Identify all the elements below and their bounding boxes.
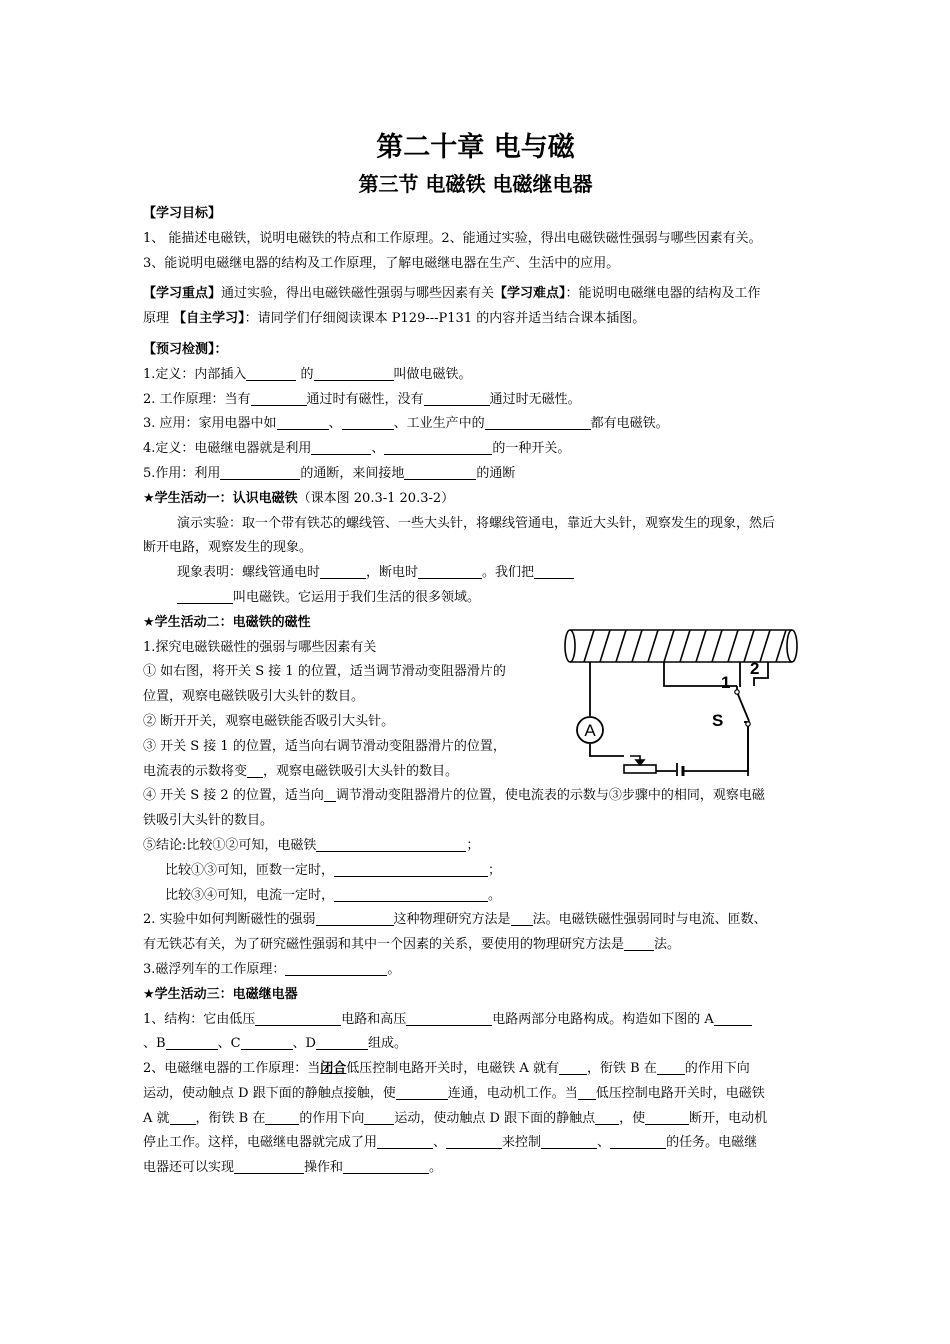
w3-text-f: 断开，电动机 (689, 1110, 768, 1126)
q3-text-a: 3. 应用：家用电器中如 (143, 416, 277, 432)
phen-text-c: 。我们把 (482, 565, 535, 581)
coil-winding (648, 630, 658, 662)
w3-blank-1[interactable] (170, 1110, 196, 1125)
p3-text-a: 3.磁浮列车的工作原理： (143, 961, 286, 977)
w2-blank-1[interactable] (396, 1085, 448, 1100)
preview-q4 (143, 437, 808, 462)
w2-text-c: 低压控制电路开关时，电磁铁 (595, 1085, 765, 1101)
c3-text-a: 比较③④可知，电流一定时， (165, 887, 335, 903)
activity1-phenomenon (143, 561, 808, 586)
q3-text-d: 都有电磁铁。 (590, 416, 669, 432)
goals-line-1: 1、 能描述电磁铁，说明电磁铁的特点和工作原理。2、能通过实验，得出电磁铁磁性强弱与哪些因素有关。 (143, 230, 762, 246)
structure-line-1 (143, 1008, 808, 1033)
p2-text-d: 有无铁芯有关，为了研究磁性强弱和其中一个因素的关系，要使用的物理研究方法是 (143, 937, 625, 953)
st1-blank-1[interactable] (255, 1011, 341, 1026)
w3-text-a: A 就 (143, 1110, 170, 1126)
self-study-label: 【自主学习】 (173, 311, 245, 327)
w2-text-a: 运动，使动触点 D 跟下面的静触点接触，使 (143, 1085, 396, 1101)
s3-blank[interactable] (247, 763, 263, 778)
q2-text-a: 2. 工作原理：当有 (143, 391, 251, 407)
w5-text-b: 操作和 (304, 1160, 344, 1176)
p2-text-c: 法。电磁铁磁性强弱同时与电流、匝数、 (532, 912, 767, 928)
s3b-text-b: ，观察电磁铁吸引大头针的数目。 (263, 763, 459, 779)
switch-pivot (746, 722, 750, 726)
activity1-ref: （课本图 20.3-1 20.3-2） (297, 490, 455, 506)
w4-blank-4[interactable] (610, 1134, 666, 1149)
keypoints-line-1 (143, 282, 808, 307)
worksheet-page (143, 128, 808, 1181)
w4-text-d: 、 (597, 1135, 611, 1151)
q5-text-b: 的通断，来间接地 (300, 465, 405, 481)
solenoid (565, 630, 797, 662)
terminal-1-label: 1 (721, 673, 731, 692)
preview-q5 (143, 462, 808, 487)
q2-text-b: 通过时有磁性，没有 (306, 391, 424, 407)
ammeter-label: A (584, 721, 596, 740)
c1-blank[interactable] (316, 837, 466, 852)
w5-text-c: 。 (429, 1160, 443, 1176)
focus-label: 【学习重点】 (143, 286, 222, 302)
w4-blank-1[interactable] (377, 1134, 433, 1149)
q2-blank-1[interactable] (251, 391, 307, 406)
ammeter (577, 717, 603, 743)
w3-blank-4[interactable] (595, 1110, 619, 1125)
working-line-2 (143, 1082, 808, 1107)
w4-blank-2[interactable] (446, 1134, 502, 1149)
q4-blank-2[interactable] (384, 440, 492, 455)
activity2-step4b: 铁吸引大头针的数目。 (143, 813, 274, 829)
phen-text-d: 叫电磁铁。它运用于我们生活的很多领域。 (233, 589, 481, 605)
w5-blank-1[interactable] (234, 1159, 304, 1174)
preview-q1 (143, 363, 808, 388)
w4-text-e: 的任务。电磁继 (666, 1135, 758, 1151)
coil-winding (600, 630, 610, 662)
c1-text-b: ； (466, 837, 480, 853)
activity2-step2: ② 断开开关，观察电磁铁能否吸引大头针。 (143, 713, 395, 729)
preview-heading: 【预习检测】： (143, 341, 228, 357)
q1-text-c: 叫做电磁铁。 (393, 366, 472, 382)
coil-winding (728, 630, 738, 662)
chapter-title: 第二十章 电与磁 (376, 132, 575, 163)
keypoints-cont: 原理 (143, 311, 174, 327)
q3-blank-2[interactable] (342, 415, 394, 430)
phen-blank-4[interactable] (177, 589, 233, 604)
working-line-3 (143, 1107, 808, 1132)
s4-blank[interactable] (324, 787, 336, 802)
preview-q3 (143, 412, 808, 437)
goals-heading: 【学习目标】 (143, 206, 222, 221)
activity2-step1b: 位置，观察电磁铁吸引大头针的数目。 (143, 689, 365, 705)
coil-winding (632, 630, 642, 662)
c2-text-a: 比较①③可知，匝数一定时， (165, 862, 335, 878)
q1-blank-1[interactable] (246, 366, 296, 381)
circuit-wires (590, 662, 768, 776)
w4-text-c: 来控制 (502, 1135, 542, 1151)
coil-winding (760, 630, 770, 662)
difficulty-label: 【学习难点】 (494, 286, 566, 302)
activity2-step4a (143, 784, 808, 809)
p2-blank-2[interactable] (511, 911, 533, 926)
working-line-4 (143, 1131, 808, 1156)
q3-text-b: 、 (328, 416, 342, 432)
battery (677, 763, 683, 776)
terminal-2-label: 2 (750, 659, 760, 678)
working-line-1 (143, 1057, 808, 1082)
w3-blank-3[interactable] (364, 1110, 394, 1125)
s4a-text-b: 调节滑动变阻器滑片的位置，使电流表的示数与③步骤中的相同，观察电磁 (335, 788, 765, 804)
structure-line-2 (143, 1032, 808, 1057)
q5-blank-2[interactable] (404, 465, 476, 480)
st2-text-d: 组成。 (367, 1036, 407, 1052)
st1-text-a: 1、结构：它由低压 (143, 1011, 256, 1027)
activity2-p3 (143, 958, 808, 983)
coil-winding (776, 630, 786, 662)
p2-text-e: 法。 (654, 937, 681, 953)
w4-text-a: 停止工作。这样，电磁继电器就完成了用 (143, 1135, 378, 1151)
w1-text-a: 2、电磁继电器的工作原理：当 (143, 1061, 321, 1077)
activity2-p2 (143, 908, 808, 933)
p2-text-b: 这种物理研究方法是 (393, 912, 511, 928)
difficulty-text: ：能说明电磁继电器的结构及工作 (565, 286, 761, 302)
coil-winding (584, 630, 594, 662)
preview-q2 (143, 388, 808, 413)
q2-blank-2[interactable] (424, 391, 490, 406)
conclusion-3 (143, 884, 808, 909)
w4-text-b: 、 (433, 1135, 447, 1151)
st2-blank-2[interactable] (241, 1035, 293, 1050)
w1-blank-1[interactable] (559, 1060, 587, 1075)
st1-text-b: 电路和高压 (341, 1011, 407, 1027)
switch-contact-1 (735, 690, 739, 694)
focus-text: 通过实验，得出电磁铁磁性强弱与哪些因素有关 (221, 286, 495, 302)
st1-blank-2[interactable] (406, 1011, 492, 1026)
activity1-demo-2: 断开电路，观察发生的现象。 (143, 540, 313, 556)
activity1-demo-1: 演示实验：取一个带有铁芯的螺线管、一些大头针，将螺线管通电，靠近大头针，观察发生的现象，然后 (177, 515, 776, 531)
st1-blank-3[interactable] (714, 1011, 752, 1026)
q4-text-b: 、 (371, 441, 385, 457)
w1-blank-2[interactable] (657, 1060, 685, 1075)
c2-blank[interactable] (334, 862, 488, 877)
phen-blank-3[interactable] (534, 564, 574, 579)
w3-text-d: 运动，使动触点 D 跟下面的静触点 (394, 1110, 596, 1126)
activity2-step1a: ① 如右图，将开关 S 接 1 的位置，适当调节滑动变阻器滑片的 (143, 664, 506, 680)
st2-text-a: 、B (143, 1036, 166, 1052)
activity1-heading-line (143, 487, 808, 512)
w5-blank-2[interactable] (343, 1159, 429, 1174)
w1-underlined: 闭合 (320, 1061, 347, 1077)
activity2-heading: ★学生活动二：电磁铁的磁性 (143, 614, 311, 630)
phen-text-a: 现象表明：螺线管通电时 (177, 565, 321, 581)
coil-winding (744, 630, 754, 662)
p3-text-b: 。 (387, 961, 401, 977)
s4a-text-a: ④ 开关 S 接 2 的位置，适当向 (143, 788, 324, 804)
conclusion-2 (143, 859, 808, 884)
w4-blank-3[interactable] (541, 1134, 597, 1149)
s3b-text-a: 电流表的示数将变 (143, 763, 248, 779)
st1-text-c: 电路两部分电路构成。构造如下图的 A (492, 1011, 714, 1027)
electromagnet-circuit-diagram (564, 626, 804, 776)
conclusion-1 (143, 834, 808, 859)
working-line-5 (143, 1156, 808, 1181)
goals-line-2: 3、能说明电磁继电器的结构及工作原理，了解电磁继电器在生产、生活中的应用。 (143, 255, 620, 271)
q2-text-c: 通过时无磁性。 (489, 391, 581, 407)
self-study-text: ：请同学们仔细阅读课本 P129---P131 的内容并适当结合课本插图。 (244, 311, 646, 327)
p3-blank[interactable] (285, 961, 387, 976)
st2-blank-3[interactable] (316, 1035, 368, 1050)
w3-text-c: 的作用下向 (299, 1110, 365, 1126)
w3-text-e: ，使 (619, 1110, 646, 1126)
p2-text-a: 2. 实验中如何判断磁性的强弱 (143, 912, 316, 928)
section-title: 第三节 电磁铁 电磁继电器 (358, 172, 593, 196)
w2-text-b: 连通，电动机工作。当 (447, 1085, 578, 1101)
switch-label: S (712, 711, 724, 730)
activity2-p2-cont (143, 933, 808, 958)
coil-winding (616, 630, 626, 662)
c2-text-b: ； (488, 862, 502, 878)
p2-blank-3[interactable] (624, 936, 654, 951)
phen-text-b: ，断电时 (366, 565, 419, 581)
w5-text-a: 电器还可以实现 (143, 1160, 235, 1176)
c3-blank[interactable] (334, 887, 488, 902)
c1-text-a: ⑤结论:比较①②可知，电磁铁 (143, 837, 317, 853)
w1-text-b: 低压控制电路开关时，电磁铁 A 就有 (346, 1061, 559, 1077)
activity2-step3a: ③ 开关 S 接 1 的位置，适当向右调节滑动变阻器滑片的位置， (143, 738, 506, 754)
activity1-heading: ★学生活动一：认识电磁铁 (143, 490, 298, 506)
w1-text-d: 的作用下向 (684, 1061, 750, 1077)
coil-winding (712, 630, 722, 662)
st2-blank-1[interactable] (166, 1035, 218, 1050)
w3-text-b: ，衔铁 B 在 (195, 1110, 266, 1126)
activity2-p1: 1.探究电磁铁磁性的强弱与哪些因素有关 (143, 639, 377, 655)
q4-blank-1[interactable] (311, 440, 371, 455)
c3-text-b: 。 (488, 887, 502, 903)
coil-winding (696, 630, 706, 662)
q1-text-a: 1.定义：内部插入 (143, 366, 247, 382)
q5-text-a: 5.作用：利用 (143, 465, 221, 481)
w3-blank-5[interactable] (645, 1110, 689, 1125)
coil-winding (680, 630, 690, 662)
w1-text-c: ，衔铁 B 在 (586, 1061, 657, 1077)
p2-blank-1[interactable] (316, 911, 394, 926)
phen-blank-1[interactable] (320, 564, 366, 579)
q5-text-c: 的通断 (476, 465, 516, 481)
phen-blank-2[interactable] (418, 564, 482, 579)
st2-text-b: 、C (217, 1036, 241, 1052)
q3-blank-3[interactable] (485, 415, 591, 430)
w2-blank-2[interactable] (578, 1085, 596, 1100)
q5-blank-1[interactable] (220, 465, 300, 480)
keypoints-line-2 (143, 307, 808, 332)
st2-text-c: 、D (292, 1036, 316, 1052)
w3-blank-2[interactable] (265, 1110, 299, 1125)
q1-blank-2[interactable] (314, 366, 394, 381)
rheostat (624, 756, 656, 773)
q4-text-c: 的一种开关。 (492, 441, 571, 457)
q4-text-a: 4.定义：电磁继电器就是利用 (143, 441, 312, 457)
activity1-phenomenon-2 (143, 586, 808, 611)
q3-blank-1[interactable] (277, 415, 329, 430)
activity3-heading: ★学生活动三：电磁继电器 (143, 986, 298, 1002)
q1-text-b: 的 (296, 366, 314, 382)
coil-winding (664, 630, 674, 662)
q3-text-c: 、工业生产中的 (393, 416, 485, 432)
